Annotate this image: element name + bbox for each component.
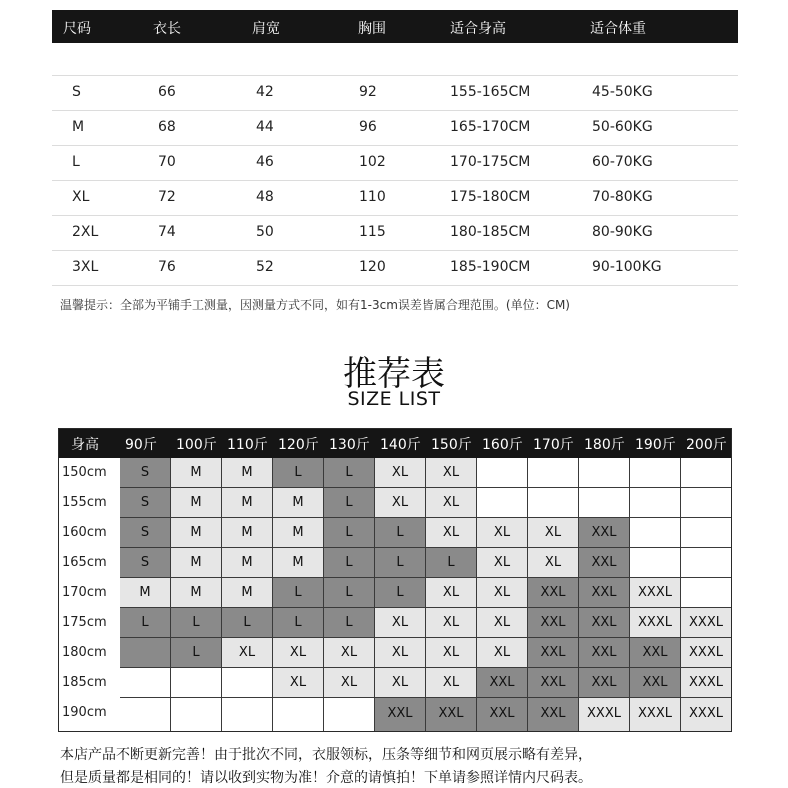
weight-column-label: 140斤 <box>380 437 421 453</box>
size-cell: M <box>171 578 222 608</box>
size-cell: M <box>222 488 273 518</box>
size-cell <box>681 518 731 548</box>
height-row-label: 185cm <box>62 675 107 690</box>
table-row <box>52 181 738 216</box>
size-cell <box>681 488 731 518</box>
weight-column-label: 110斤 <box>227 437 268 453</box>
size-cell: XXL <box>528 698 579 731</box>
height-row-label: 180cm <box>62 645 107 660</box>
size-cell: XL <box>426 638 477 668</box>
size-cell: XL <box>426 608 477 638</box>
size-cell: L <box>375 578 426 608</box>
cell-length: 66 <box>158 84 176 100</box>
size-cell: XL <box>477 518 528 548</box>
cell-size: M <box>72 119 85 135</box>
size-cell: XXXL <box>630 578 681 608</box>
size-cell: XXXL <box>630 608 681 638</box>
size-cell: L <box>324 608 375 638</box>
cell-shoulder: 48 <box>256 189 274 205</box>
header-size: 尺码 <box>63 21 91 37</box>
size-cell: L <box>324 518 375 548</box>
cell-height: 170-175CM <box>450 154 531 170</box>
footer-line-2: 但是质量都是相同的！请以收到实物为准！介意的请慎拍！下单请参照详情内尺码表。 <box>60 770 592 786</box>
grid-header <box>59 429 731 458</box>
size-cell: XXL <box>579 608 630 638</box>
size-cell: XXL <box>426 698 477 731</box>
size-cell <box>579 458 630 488</box>
size-cell: M <box>171 548 222 578</box>
weight-column-label: 190斤 <box>635 437 676 453</box>
size-cell: XXXL <box>681 668 731 698</box>
size-cell: XL <box>426 458 477 488</box>
measurement-table-header <box>52 10 738 43</box>
size-cell <box>222 668 273 698</box>
size-cell <box>681 578 731 608</box>
size-cell: L <box>120 608 171 638</box>
weight-column-label: 180斤 <box>584 437 625 453</box>
size-cell <box>681 458 731 488</box>
header-height: 适合身高 <box>450 21 506 37</box>
size-cell <box>477 488 528 518</box>
height-row-label: 190cm <box>62 705 107 720</box>
height-row-label: 165cm <box>62 555 107 570</box>
size-cell: XXL <box>477 668 528 698</box>
size-recommendation-grid <box>58 428 732 732</box>
page-subtitle: SIZE LIST <box>347 388 441 410</box>
size-cell: L <box>273 578 324 608</box>
height-row-label: 160cm <box>62 525 107 540</box>
table-row <box>52 251 738 286</box>
size-cell <box>273 698 324 731</box>
size-cell: XL <box>375 608 426 638</box>
size-cell: M <box>222 578 273 608</box>
page-title: 推荐表 <box>343 354 445 394</box>
cell-size: L <box>72 154 80 170</box>
size-cell: XXL <box>579 638 630 668</box>
size-cell: XXXL <box>681 698 731 731</box>
size-cell <box>579 488 630 518</box>
size-cell: XL <box>375 638 426 668</box>
size-cell: XL <box>375 488 426 518</box>
size-cell: L <box>324 458 375 488</box>
size-cell: XL <box>477 548 528 578</box>
cell-weight: 50-60KG <box>592 119 653 135</box>
size-cell: L <box>324 578 375 608</box>
size-cell: L <box>222 608 273 638</box>
size-cell: L <box>171 638 222 668</box>
cell-size: XL <box>72 189 90 205</box>
cell-length: 72 <box>158 189 176 205</box>
size-cell: L <box>324 548 375 578</box>
cell-chest: 115 <box>359 224 386 240</box>
size-cell: S <box>120 458 171 488</box>
cell-shoulder: 50 <box>256 224 274 240</box>
size-cell: XXL <box>528 608 579 638</box>
size-cell: M <box>273 548 324 578</box>
size-cell <box>120 638 171 668</box>
size-cell: XXL <box>477 698 528 731</box>
size-cell: S <box>120 518 171 548</box>
size-cell: S <box>120 548 171 578</box>
header-shoulder: 肩宽 <box>252 21 280 37</box>
cell-weight: 70-80KG <box>592 189 653 205</box>
cell-shoulder: 46 <box>256 154 274 170</box>
size-cell: XXL <box>528 638 579 668</box>
size-cell <box>171 698 222 731</box>
size-cell <box>120 668 171 698</box>
cell-shoulder: 42 <box>256 84 274 100</box>
size-cell: M <box>222 458 273 488</box>
table-spacer <box>52 43 738 76</box>
size-cell: M <box>171 518 222 548</box>
size-cell: L <box>375 518 426 548</box>
cell-chest: 120 <box>359 259 386 275</box>
cell-size: S <box>72 84 81 100</box>
size-cell: XL <box>324 668 375 698</box>
cell-length: 70 <box>158 154 176 170</box>
cell-length: 76 <box>158 259 176 275</box>
size-cell: L <box>273 608 324 638</box>
grid-corner-label: 身高 <box>71 437 99 453</box>
footer-line-1: 本店产品不断更新完善！由于批次不同，衣服领标，压条等细节和网页展示略有差异， <box>60 747 592 763</box>
weight-column-label: 200斤 <box>686 437 727 453</box>
measurement-table <box>52 10 738 286</box>
size-cell: XL <box>477 578 528 608</box>
size-cell: L <box>171 608 222 638</box>
cell-size: 3XL <box>72 259 99 275</box>
size-cell: XL <box>273 638 324 668</box>
size-cell <box>630 518 681 548</box>
cell-height: 185-190CM <box>450 259 531 275</box>
cell-height: 165-170CM <box>450 119 531 135</box>
size-cell: XXL <box>528 578 579 608</box>
weight-column-label: 150斤 <box>431 437 472 453</box>
size-cell: L <box>426 548 477 578</box>
cell-shoulder: 52 <box>256 259 274 275</box>
size-cell: XL <box>528 518 579 548</box>
table-row <box>52 76 738 111</box>
size-cell: M <box>171 458 222 488</box>
size-cell: XL <box>273 668 324 698</box>
size-cell: XL <box>375 458 426 488</box>
size-cell: XXL <box>630 668 681 698</box>
size-cell: XXL <box>528 668 579 698</box>
size-cell <box>681 548 731 578</box>
cell-chest: 110 <box>359 189 386 205</box>
cell-weight: 45-50KG <box>592 84 653 100</box>
size-cell: XL <box>222 638 273 668</box>
size-cell: XXL <box>579 548 630 578</box>
size-cell: L <box>375 548 426 578</box>
header-weight: 适合体重 <box>590 21 646 37</box>
size-cell: XL <box>426 578 477 608</box>
size-cell: XXXL <box>630 698 681 731</box>
header-length: 衣长 <box>153 21 181 37</box>
size-cell <box>630 458 681 488</box>
size-cell: XXL <box>579 578 630 608</box>
size-cell: XL <box>426 668 477 698</box>
height-row-label: 175cm <box>62 615 107 630</box>
size-cell <box>528 458 579 488</box>
size-cell: M <box>171 488 222 518</box>
size-cell: XL <box>324 638 375 668</box>
cell-weight: 80-90KG <box>592 224 653 240</box>
size-cell <box>171 668 222 698</box>
size-cell: M <box>222 548 273 578</box>
size-cell <box>528 488 579 518</box>
size-cell: M <box>222 518 273 548</box>
size-cell: XXL <box>375 698 426 731</box>
height-row-label: 150cm <box>62 465 107 480</box>
cell-height: 180-185CM <box>450 224 531 240</box>
size-cell: XL <box>528 548 579 578</box>
size-cell <box>222 698 273 731</box>
cell-length: 74 <box>158 224 176 240</box>
size-cell <box>324 698 375 731</box>
size-cell: XL <box>477 638 528 668</box>
size-cell: XXL <box>579 668 630 698</box>
measurement-rows <box>52 76 738 286</box>
weight-column-label: 100斤 <box>176 437 217 453</box>
cell-chest: 96 <box>359 119 377 135</box>
measurement-note: 温馨提示：全部为平铺手工测量，因测量方式不同，如有1-3cm误差皆属合理范围。(单位：CM) <box>60 298 570 312</box>
cell-weight: 60-70KG <box>592 154 653 170</box>
size-cell: XXL <box>630 638 681 668</box>
weight-column-label: 120斤 <box>278 437 319 453</box>
size-cell: L <box>273 458 324 488</box>
size-cell <box>630 548 681 578</box>
cell-chest: 92 <box>359 84 377 100</box>
size-cell <box>120 698 171 731</box>
size-cell: XXXL <box>579 698 630 731</box>
size-cell: M <box>273 488 324 518</box>
size-cell: XL <box>426 488 477 518</box>
size-cell: XXXL <box>681 638 731 668</box>
weight-column-label: 130斤 <box>329 437 370 453</box>
weight-column-label: 90斤 <box>125 437 157 453</box>
cell-size: 2XL <box>72 224 99 240</box>
size-cell: XL <box>426 518 477 548</box>
size-cell: XL <box>375 668 426 698</box>
size-cell: XXL <box>579 518 630 548</box>
size-cell: XL <box>477 608 528 638</box>
height-row-label: 155cm <box>62 495 107 510</box>
table-row <box>52 146 738 181</box>
header-chest: 胸围 <box>358 21 386 37</box>
cell-length: 68 <box>158 119 176 135</box>
table-row <box>52 216 738 251</box>
size-cell: M <box>273 518 324 548</box>
size-cell: M <box>120 578 171 608</box>
table-row <box>52 111 738 146</box>
weight-column-label: 160斤 <box>482 437 523 453</box>
size-cell <box>630 488 681 518</box>
cell-weight: 90-100KG <box>592 259 662 275</box>
cell-shoulder: 44 <box>256 119 274 135</box>
height-row-label: 170cm <box>62 585 107 600</box>
cell-chest: 102 <box>359 154 386 170</box>
size-cell: L <box>324 488 375 518</box>
cell-height: 155-165CM <box>450 84 531 100</box>
cell-height: 175-180CM <box>450 189 531 205</box>
weight-column-label: 170斤 <box>533 437 574 453</box>
size-cell: XXXL <box>681 608 731 638</box>
size-cell: S <box>120 488 171 518</box>
size-cell <box>477 458 528 488</box>
